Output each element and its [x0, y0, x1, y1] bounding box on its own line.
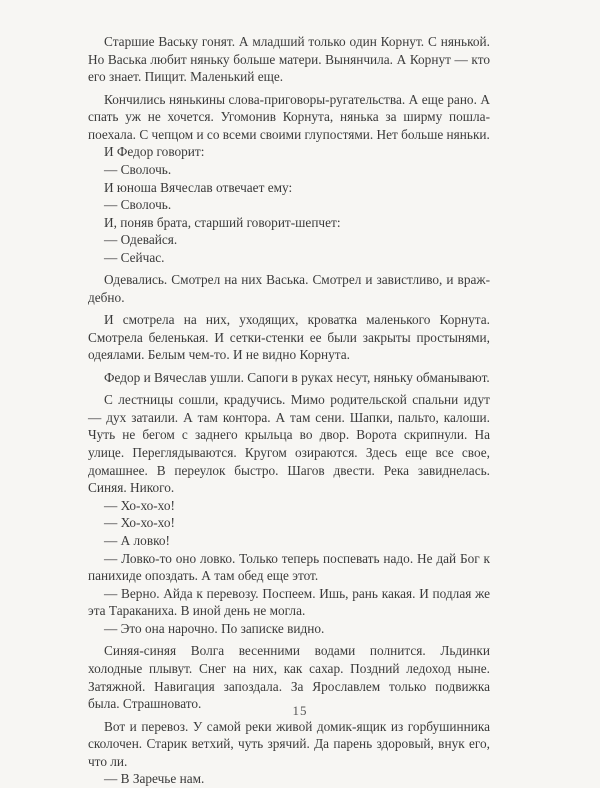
- paragraph: — Одевайся.: [104, 232, 178, 248]
- paragraph: Вот и перевоз. У самой реки живой домик-ящик из горбушинника сколочен. Старик ветхий, чуть зрячий. Да парень здоровый, внук его, что ли.: [88, 718, 490, 769]
- paragraph: Старшие Ваську гонят. А младший только один Корнут. С нянькой. Но Васька любит няньку больше матери. Вынянчила. А Корнут — кто его знает. Пищит. Маленький еще.: [88, 34, 490, 85]
- paragraph: Синяя-синяя Волга весенними водами полнится. Льдинки холодные плывут. Снег на них, как сахар. Поздний ледоход ныне. Затяжной. Навигация запоздала. За Ярославлем только подвижка была. Страшновато.: [88, 643, 490, 712]
- paragraph: Одевались. Смотрел на них Васька. Смотрел и завистливо, и враждебно.: [88, 272, 490, 305]
- paragraph: — Сволочь.: [104, 161, 172, 177]
- paragraph: Федор и Вячеслав ушли. Сапоги в руках несут, няньку обманывают.: [104, 369, 490, 385]
- paragraph: — Хо-хо-хо!: [104, 515, 175, 531]
- paragraph: — Сволочь.: [104, 197, 172, 213]
- paragraph: С лестницы сошли, крадучись. Мимо родительской спальни идут — дух затаили. А там контора. А там сени. Шапки, пальто, калоши. Чуть не бегом с заднего крыльца во двор. Ворота скрипнули. На улице. Переглядываются. Кругом озираются. Здесь еще все свое, домашнее. В переулок быстро. Шагов двести. Река завиднелась. Синяя. Никого.: [88, 392, 490, 496]
- paragraph: — Верно. Айда к перевозу. Поспеем. Ишь, рань какая. И подлая же эта Тараканиха. В иной день не могла.: [88, 585, 490, 619]
- paragraph: И, поняв брата, старший говорит-шепчет:: [104, 214, 341, 230]
- paragraph: — Хо-хо-хо!: [104, 497, 175, 513]
- paragraph: — В Заречье нам.: [104, 771, 205, 787]
- paragraph: — Сейчас.: [104, 249, 165, 265]
- paragraph: И смотрела на них, уходящих, кроватка маленького Корнута. Смотрела беленькая. И сетки-стенки ее были закрыты простынями, одеялами. Белым чем-то. И не видно Корнута.: [88, 312, 490, 363]
- paragraph: И Федор говорит:: [104, 144, 205, 160]
- page-number: 15: [292, 703, 308, 718]
- paragraph: — А ловко!: [104, 533, 170, 549]
- body-text: [88, 33, 490, 788]
- paragraph: — Это она нарочно. По записке видно.: [104, 620, 325, 636]
- paragraph: — Ловко-то оно ловко. Только теперь поспевать надо. Не дай Бог к панихиде опоздать. А там обед еще этот.: [88, 550, 490, 584]
- paragraph: Кончились нянькины слова-приговоры-ругательства. А еще рано. А спать уж не хочется. Угомонив Корнута, нянька за ширму пошла-поехала. С чепцом и со всеми своими глупостями. Нет больше няньки.: [88, 91, 490, 142]
- paragraph: И юноша Вячеслав отвечает ему:: [104, 179, 293, 195]
